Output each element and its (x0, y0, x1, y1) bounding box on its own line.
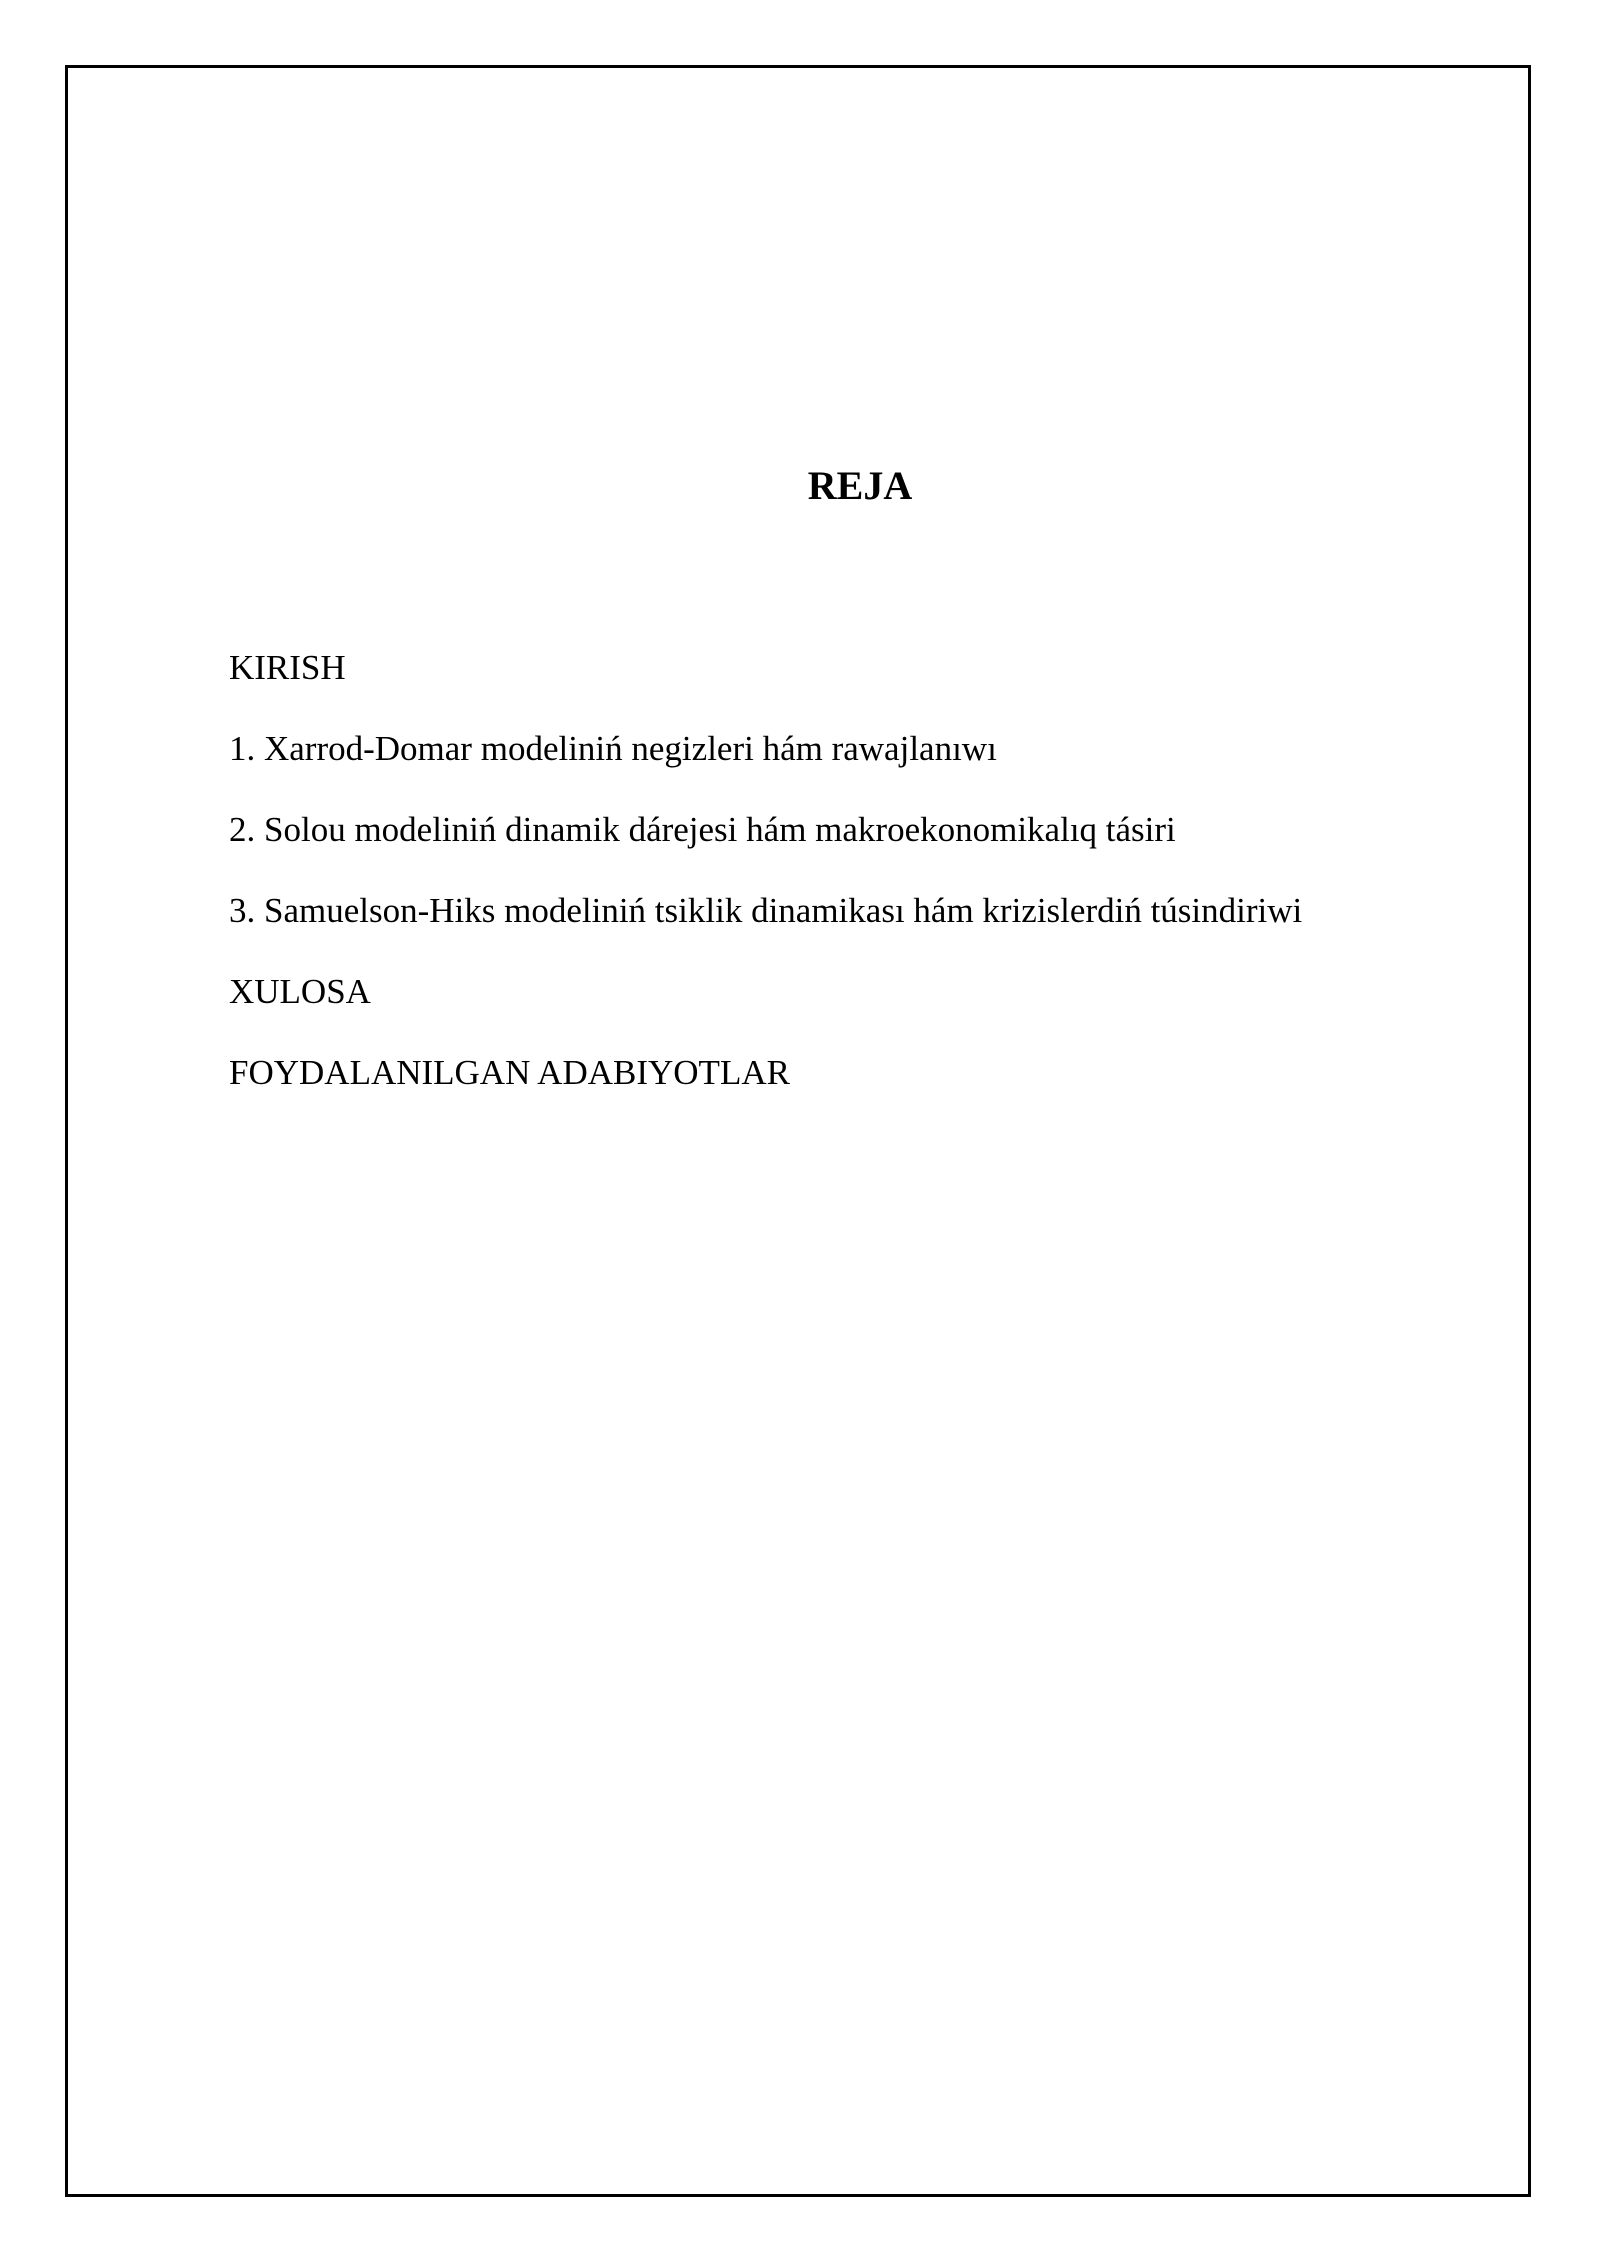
page-title: REJA (807, 463, 913, 508)
table-of-contents (229, 640, 1489, 1126)
page-border (65, 65, 1531, 2197)
toc-item-adabiyotlar: FOYDALANILGAN ADABIYOTLAR (229, 1053, 790, 1092)
toc-item-1: 1. Xarrod-Domar modeliniń negizleri hám rawajlanıwı (229, 729, 997, 768)
toc-item-2: 2. Solou modeliniń dinamik dárejesi hám makroekonomikalıq tásiri (229, 810, 1176, 849)
toc-item-3: 3. Samuelson-Hiks modeliniń tsiklik dinamikası hám krizislerdiń túsindiriwi (229, 891, 1303, 930)
toc-item-xulosa: XULOSA (229, 972, 371, 1011)
toc-item-kirish: KIRISH (229, 648, 346, 687)
